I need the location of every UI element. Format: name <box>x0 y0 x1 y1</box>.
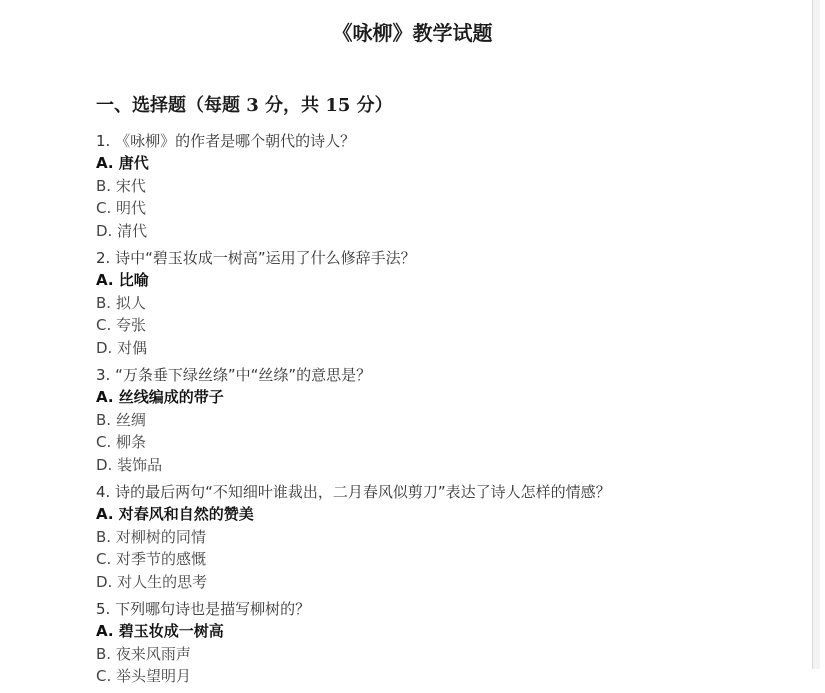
question-5 <box>96 598 796 688</box>
option: D. 装饰品 <box>96 455 163 474</box>
option: C. 明代 <box>96 199 147 217</box>
question-text: 4. 诗的最后两句“不知细叶谁裁出，二月春风似剪刀”表达了诗人怎样的情感？ <box>96 483 611 501</box>
option: B. 拟人 <box>96 293 146 312</box>
question-text: 1. 《咏柳》的作者是哪个朝代的诗人？ <box>96 132 356 150</box>
option-correct: A. 比喻 <box>96 271 149 289</box>
option: C. 举头望明月 <box>96 667 192 685</box>
option: D. 对偶 <box>96 338 148 357</box>
question-text: 3. “万条垂下绿丝绦”中“丝绦”的意思是？ <box>96 366 372 384</box>
document-title: 《咏柳》教学试题 <box>332 21 493 45</box>
question-text: 5. 下列哪句诗也是描写柳树的？ <box>96 600 311 618</box>
option-correct: A. 唐代 <box>96 154 149 172</box>
question-text: 2. 诗中“碧玉妆成一树高”运用了什么修辞手法？ <box>96 249 416 267</box>
question-list <box>96 130 796 693</box>
question-4 <box>96 481 796 593</box>
option: D. 清代 <box>96 221 148 240</box>
question-3 <box>96 364 796 476</box>
option: D. 对人生的思考 <box>96 572 208 591</box>
section-heading: 一、选择题（每题 3 分，共 15 分） <box>96 95 393 116</box>
option: B. 宋代 <box>96 176 146 195</box>
question-1 <box>96 130 796 242</box>
option: B. 丝绸 <box>96 410 146 429</box>
option: C. 夸张 <box>96 316 147 334</box>
option: B. 夜来风雨声 <box>96 644 191 663</box>
option-correct: A. 对春风和自然的赞美 <box>96 505 254 523</box>
option: B. 对柳树的同情 <box>96 527 206 546</box>
option-correct: A. 碧玉妆成一树高 <box>96 622 224 640</box>
option: C. 柳条 <box>96 433 147 451</box>
option-correct: A. 丝线编成的带子 <box>96 388 224 406</box>
scrollbar-track[interactable] <box>813 0 820 669</box>
option: C. 对季节的感慨 <box>96 550 207 568</box>
question-2 <box>96 247 796 359</box>
